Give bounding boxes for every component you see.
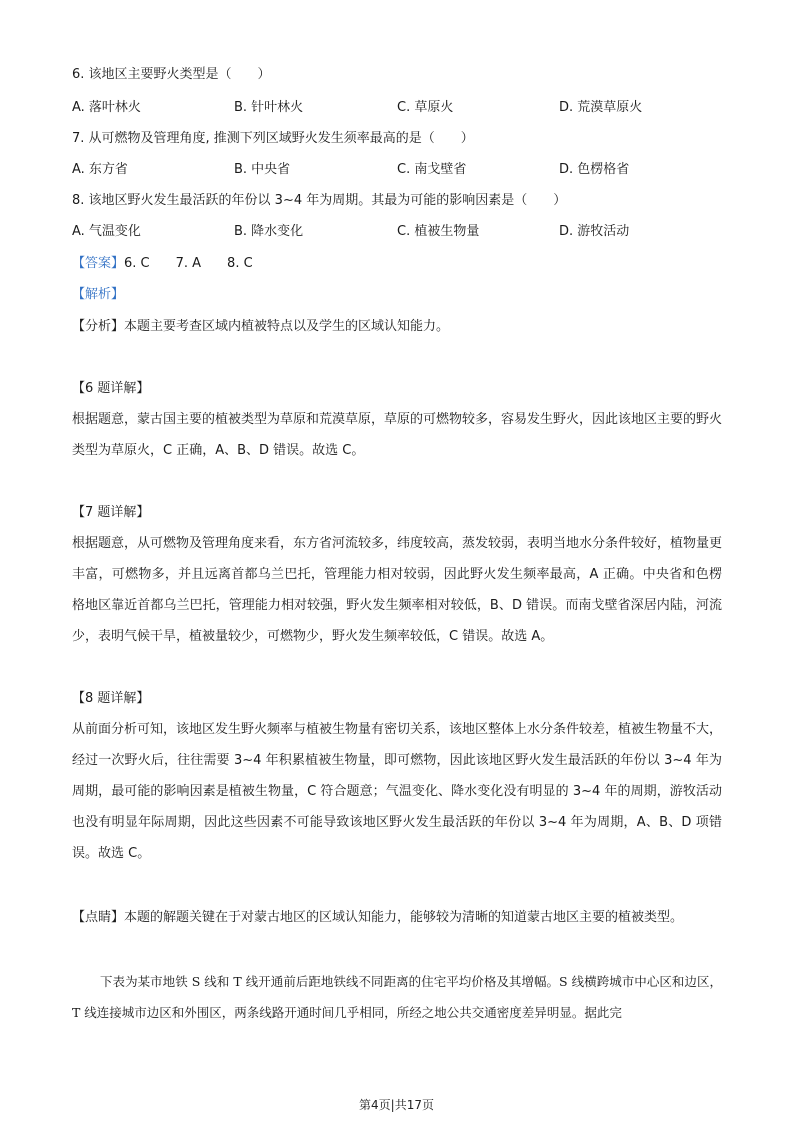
option-d: D. 游牧活动: [559, 224, 630, 239]
analysis-tag: 【解析】: [72, 287, 125, 302]
option-b: B. 中央省: [234, 162, 291, 177]
question-7-options: [72, 161, 712, 179]
question-6-stem: 6. 该地区主要野火类型是（ ）: [72, 67, 271, 82]
detail-7-body: 根据题意，从可燃物及管理角度来看，东方省河流较多，纬度较高，蒸发较弱，表明当地水分条件较好，植物量更丰富，可燃物多，并且远离首都乌兰巴托，管理能力相对较弱，因此野火发生频率最高，A 正确。中央省和色楞格地区靠近首都乌兰巴托，管理能力相对较强，野火发生频率相对较低，B、D 错误。而南戈壁省深居内陆，河流少，表明气候干旱，植被量较少，可燃物少，野火发生频率较低，C 错误。故选 A。: [72, 536, 723, 644]
question-6-options: [72, 99, 712, 117]
detail-8-heading: 【8 题详解】: [72, 691, 150, 706]
detail-6-heading: 【6 题详解】: [72, 381, 150, 396]
answer-line: [72, 255, 253, 273]
detail-7-heading: 【7 题详解】: [72, 505, 150, 520]
page-number: 第4页|共17页: [359, 1098, 434, 1112]
option-a: A. 落叶林火: [72, 100, 141, 115]
option-d: D. 色楞格省: [559, 162, 630, 177]
answer-tag: 【答案】: [72, 256, 125, 271]
option-c: C. 植被生物量: [397, 224, 480, 239]
analysis-summary: 【分析】本题主要考查区域内植被特点以及学生的区域认知能力。: [72, 319, 450, 334]
question-8-stem: 8. 该地区野火发生最活跃的年份以 3~4 年为周期。其最为可能的影响因素是（ ）: [72, 193, 567, 208]
detail-8-body: 从前面分析可知，该地区发生野火频率与植被生物量有密切关系，该地区整体上水分条件较差，植被生物量不大，经过一次野火后，往往需要 3~4 年积累植被生物量，即可燃物，因此该地区野火发生最活跃的年份以 3~4 年为周期，最可能的影响因素是植被生物量，C 符合题意；气温变化、降水变化没有明显的 3~4 年的周期，游牧活动也没有明显年际周期，因此这些因素不可能导致该地区野火发生最活跃的年份以 3~4 年为周期，A、B、D 项错误。故选 C。: [72, 722, 723, 861]
question-7-stem: 7. 从可燃物及管理角度, 推测下列区域野火发生须率最高的是（ ）: [72, 131, 474, 146]
next-passage: 下表为某市地铁 S 线和 T 线开通前后距地铁线不同距离的住宅平均价格及其增幅。S 线横跨城市中心区和边区，T 线连接城市边区和外围区，两条线路开通时间几乎相同，所经之地公共交通密度差异明显。据此完: [72, 974, 722, 1020]
option-c: C. 南戈壁省: [397, 162, 467, 177]
detail-6-body: 根据题意，蒙古国主要的植被类型为草原和荒漠草原，草原的可燃物较多，容易发生野火，因此该地区主要的野火类型为草原火，C 正确，A、B、D 错误。故选 C。: [72, 412, 723, 458]
option-d: D. 荒漠草原火: [559, 100, 643, 115]
key-point: 【点睛】本题的解题关键在于对蒙古地区的区域认知能力，能够较为清晰的知道蒙古地区主要的植被类型。: [72, 910, 684, 925]
option-b: B. 针叶林火: [234, 100, 304, 115]
option-c: C. 草原火: [397, 100, 454, 115]
option-a: A. 东方省: [72, 162, 128, 177]
question-8-options: [72, 223, 712, 241]
answer-value: 6. C 7. A 8. C: [124, 256, 253, 271]
option-a: A. 气温变化: [72, 224, 141, 239]
option-b: B. 降水变化: [234, 224, 304, 239]
